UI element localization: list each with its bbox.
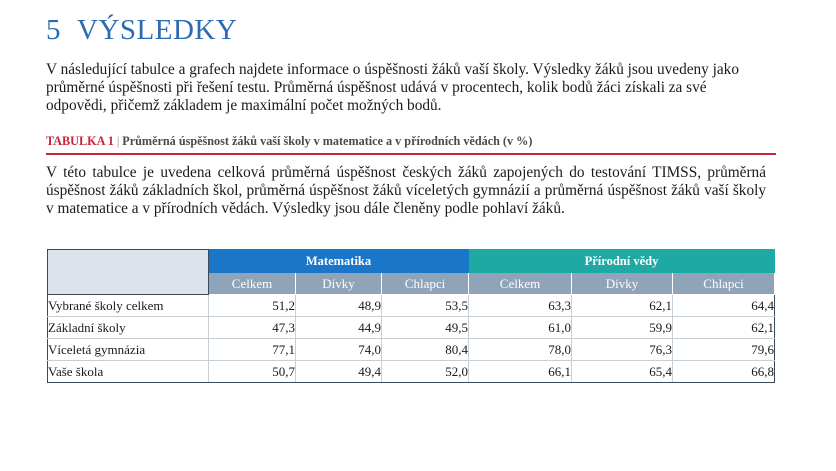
table-cell: 61,0: [469, 317, 572, 339]
row-label: Vaše škola: [48, 361, 209, 383]
table-cell: 52,0: [382, 361, 469, 383]
row-label: Vybrané školy celkem: [48, 295, 209, 317]
table-cell: 79,6: [673, 339, 775, 361]
table-caption-text: Průměrná úspěšnost žáků vaší školy v matematice a v přírodních vědách (v %): [122, 134, 533, 148]
table-cell: 48,9: [296, 295, 382, 317]
table-cell: 80,4: [382, 339, 469, 361]
subheader-math-total: Celkem: [209, 273, 296, 295]
table-caption-separator: |: [116, 134, 120, 148]
subheader-math-boys: Chlapci: [382, 273, 469, 295]
table-row: [48, 295, 775, 317]
results-table: [47, 249, 775, 383]
group-header-science: Přírodní vědy: [469, 250, 775, 273]
table-cell: 78,0: [469, 339, 572, 361]
table-cell: 59,9: [572, 317, 673, 339]
table-cell: 74,0: [296, 339, 382, 361]
table-cell: 63,3: [469, 295, 572, 317]
table-cell: 51,2: [209, 295, 296, 317]
table-row: [48, 339, 775, 361]
table-cell: 47,3: [209, 317, 296, 339]
intro-paragraph: V následující tabulce a grafech najdete informace o úspěšnosti žáků vaší školy. Výsledky žáků jsou uvedeny jako průměrné úspěšnosti při řešení testu. Průměrná úspěšnost udává v procentech, kolik bodů žáci získali za své odpovědi, přičemž základem je maximální počet možných bodů.: [46, 61, 739, 114]
table-cell: 49,5: [382, 317, 469, 339]
section-heading: [46, 14, 237, 47]
group-header-math: Matematika: [209, 250, 469, 273]
section-number: 5: [46, 14, 61, 46]
subheader-science-total: Celkem: [469, 273, 572, 295]
table-caption: [46, 134, 776, 155]
table-cell: 50,7: [209, 361, 296, 383]
table-cell: 62,1: [572, 295, 673, 317]
section-title: VÝSLEDKY: [77, 14, 238, 46]
table-cell: 76,3: [572, 339, 673, 361]
row-label: Víceletá gymnázia: [48, 339, 209, 361]
table-caption-label: TABULKA 1: [46, 134, 114, 148]
table-cell: 49,4: [296, 361, 382, 383]
table-row: [48, 361, 775, 383]
table-description: V této tabulce je uvedena celková průměrná úspěšnost českých žáků zapojených do testování TIMSS, průměrná úspěšnost žáků základních škol, průměrná úspěšnost žáků víceletých gymnázií a průměrná úspěšnost žáků vaší školy v matematice a v přírodních vědách. Výsledky jsou dále členěny podle pohlaví žáků.: [46, 164, 766, 217]
subheader-science-girls: Dívky: [572, 273, 673, 295]
subheader-science-boys: Chlapci: [673, 273, 775, 295]
table-cell: 53,5: [382, 295, 469, 317]
table-cell: 62,1: [673, 317, 775, 339]
table-corner-cell: [48, 250, 209, 295]
row-label: Základní školy: [48, 317, 209, 339]
subheader-math-girls: Dívky: [296, 273, 382, 295]
table-cell: 44,9: [296, 317, 382, 339]
table-cell: 64,4: [673, 295, 775, 317]
table-cell: 77,1: [209, 339, 296, 361]
table-row: [48, 317, 775, 339]
table-cell: 65,4: [572, 361, 673, 383]
table-cell: 66,8: [673, 361, 775, 383]
table-cell: 66,1: [469, 361, 572, 383]
